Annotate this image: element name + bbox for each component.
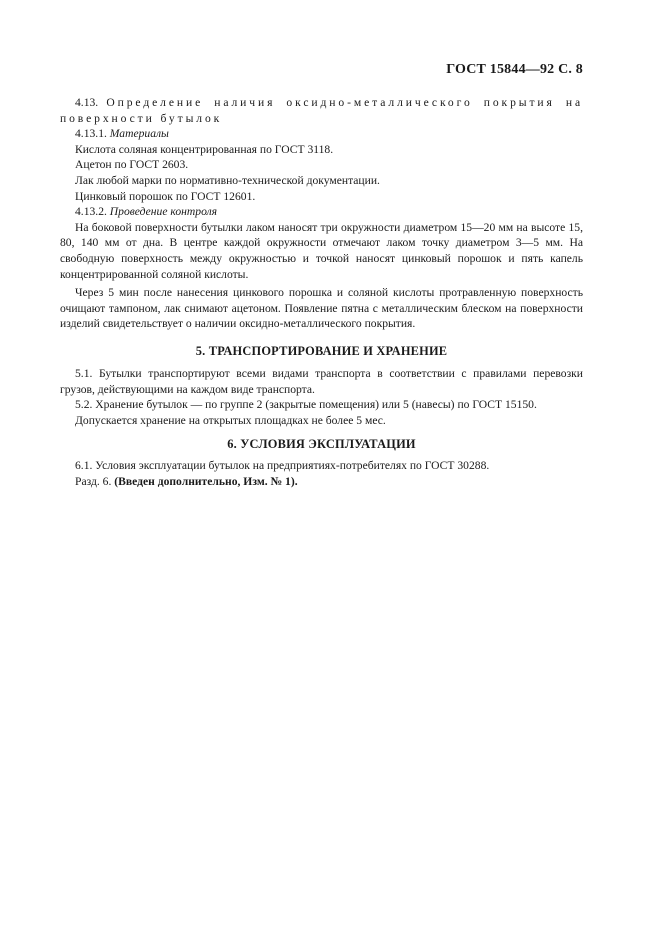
control-paragraph: На боковой поверхности бутылки лаком наносят три окружности диаметром 15—20 мм на высоте 15, 80, 140 мм от дна. В центре каждой окружности отмечают лаком точку диаметром 3—5 мм. На свободную поверхность между окружностью и точкой наносят цинковый порошок и пять капель концентрированной соляной кислоты. bbox=[60, 220, 583, 281]
section-4-13-1-number: 4.13.1. bbox=[75, 127, 107, 141]
section-5-2-paragraph: 5.2. Хранение бутылок — по группе 2 (закрытые помещения) или 5 (навесы) по ГОСТ 15150. bbox=[75, 398, 537, 412]
material-item: Ацетон по ГОСТ 2603. bbox=[75, 158, 189, 172]
section-4-13-2-number: 4.13.2. bbox=[75, 205, 107, 219]
section-4-13-1-title: Материалы bbox=[109, 127, 169, 141]
section-4-13-1-heading bbox=[60, 126, 583, 142]
section-4-13-2-title: Проведение контроля bbox=[109, 205, 218, 219]
material-item: Лак любой марки по нормативно-технической документации. bbox=[75, 173, 380, 187]
section-5-1-paragraph: 5.1. Бутылки транспортируют всеми видами транспорта в соответствии с правилами перевозки грузов, действующими на каждом виде транспорта. bbox=[60, 366, 583, 396]
page-header: ГОСТ 15844—92 С. 8 bbox=[446, 62, 583, 77]
amendment-note: (Введен дополнительно, Изм. № 1). bbox=[114, 474, 298, 488]
section-4-13-title: Определение наличия оксидно-металлического покрытия на поверхности бутылок bbox=[60, 96, 583, 125]
material-item: Цинковый порошок по ГОСТ 12601. bbox=[75, 189, 256, 203]
section-4-13-heading bbox=[60, 95, 583, 126]
section-5-title: 5. ТРАНСПОРТИРОВАНИЕ И ХРАНЕНИЕ bbox=[195, 343, 448, 358]
document-body bbox=[60, 95, 583, 489]
section-4-13-2-heading bbox=[60, 204, 583, 220]
section-4-13-number: 4.13. bbox=[75, 96, 99, 109]
control-paragraph: Через 5 мин после нанесения цинкового порошка и соляной кислоты протравленную поверхность очищают тампоном, лак снимают ацетоном. Появление пятна с металлическим блеском на поверхности изделий свидетельствует о наличии оксидно-металлического покрытия. bbox=[60, 286, 583, 331]
section-6-1-paragraph: 6.1. Условия эксплуатации бутылок на предприятиях-потребителях по ГОСТ 30288. bbox=[75, 459, 490, 473]
section-6-title: 6. УСЛОВИЯ ЭКСПЛУАТАЦИИ bbox=[227, 437, 416, 452]
amendment-prefix: Разд. 6. bbox=[75, 474, 112, 488]
section-5-note-paragraph: Допускается хранение на открытых площадках не более 5 мес. bbox=[75, 413, 386, 427]
material-item: Кислота соляная концентрированная по ГОСТ 3118. bbox=[75, 142, 334, 156]
section-6-amendment-paragraph bbox=[60, 474, 583, 490]
